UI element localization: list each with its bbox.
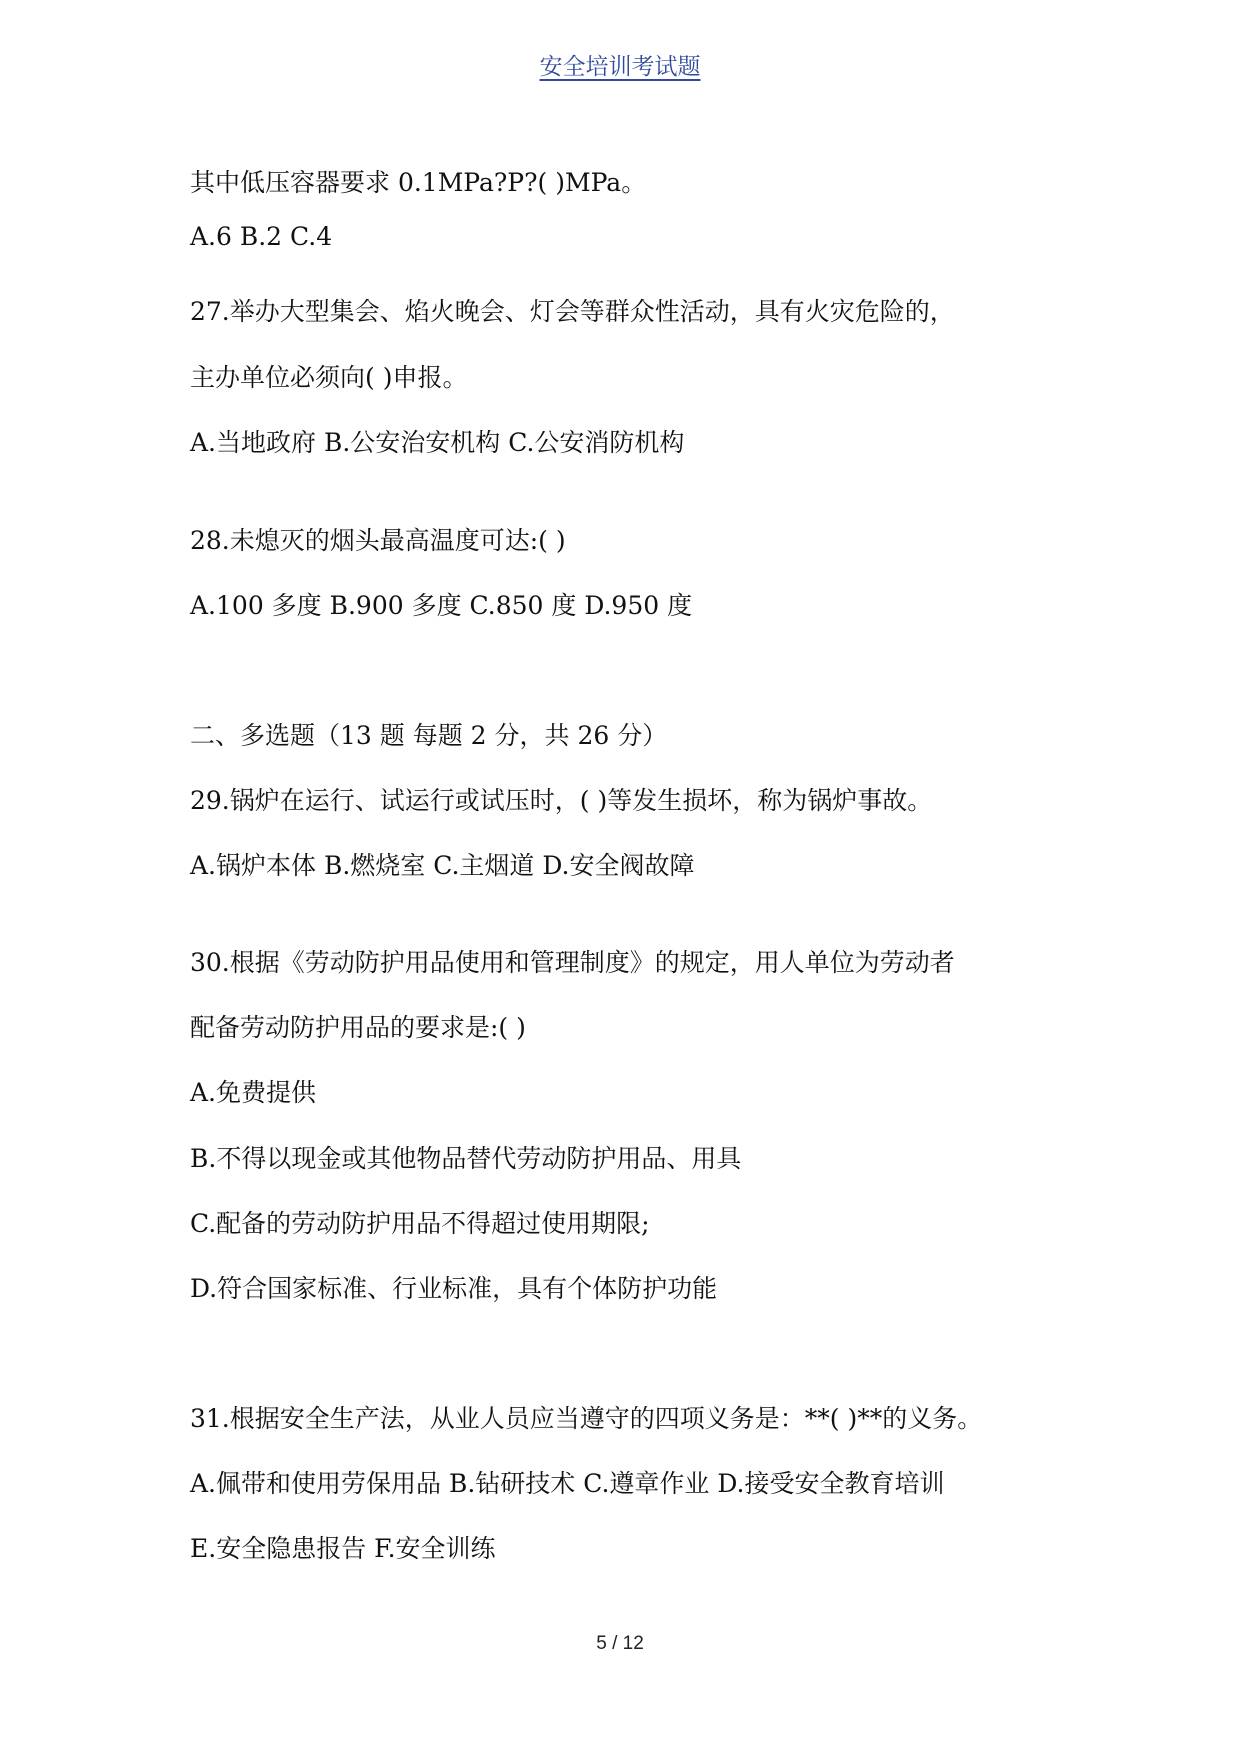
q30-option-a: A.免费提供 bbox=[190, 1078, 317, 1107]
q30-option-c: C.配备的劳动防护用品不得超过使用期限; bbox=[190, 1209, 650, 1238]
q27-options: A.当地政府 B.公安治安机构 C.公安消防机构 bbox=[190, 428, 685, 457]
q28-question: 28.未熄灭的烟头最高温度可达:( ) bbox=[190, 526, 566, 555]
q30-option-b: B.不得以现金或其他物品替代劳动防护用品、用具 bbox=[190, 1144, 742, 1173]
q27-question-line2: 主办单位必须向( )申报。 bbox=[190, 363, 468, 392]
page-number: 5 / 12 bbox=[596, 1633, 644, 1654]
q28-options: A.100 多度 B.900 多度 C.850 度 D.950 度 bbox=[190, 591, 693, 620]
q29-question: 29.锅炉在运行、试运行或试压时，( )等发生损坏，称为锅炉事故。 bbox=[190, 786, 933, 815]
q31-question: 31.根据安全生产法，从业人员应当遵守的四项义务是：**( )**的义务。 bbox=[190, 1404, 983, 1433]
q29-options: A.锅炉本体 B.燃烧室 C.主烟道 D.安全阀故障 bbox=[190, 851, 695, 880]
q30-question-line2: 配备劳动防护用品的要求是:( ) bbox=[190, 1013, 526, 1042]
section2-heading: 二、多选题（13 题 每题 2 分，共 26 分） bbox=[190, 721, 668, 750]
q31-options-line1: A.佩带和使用劳保用品 B.钻研技术 C.遵章作业 D.接受安全教育培训 bbox=[190, 1469, 945, 1498]
q26-options: A.6 B.2 C.4 bbox=[190, 222, 333, 251]
q30-question-line1: 30.根据《劳动防护用品使用和管理制度》的规定，用人单位为劳动者 bbox=[190, 948, 955, 977]
q31-options-line2: E.安全隐患报告 F.安全训练 bbox=[190, 1534, 496, 1563]
q26-tail-text: 其中低压容器要求 0.1MPa?P?( )MPa。 bbox=[190, 168, 647, 197]
q30-option-d: D.符合国家标准、行业标准，具有个体防护功能 bbox=[190, 1274, 718, 1303]
q27-question-line1: 27.举办大型集会、焰火晚会、灯会等群众性活动，具有火灾危险的， bbox=[190, 297, 955, 326]
page-header-title[interactable]: 安全培训考试题 bbox=[539, 54, 701, 80]
